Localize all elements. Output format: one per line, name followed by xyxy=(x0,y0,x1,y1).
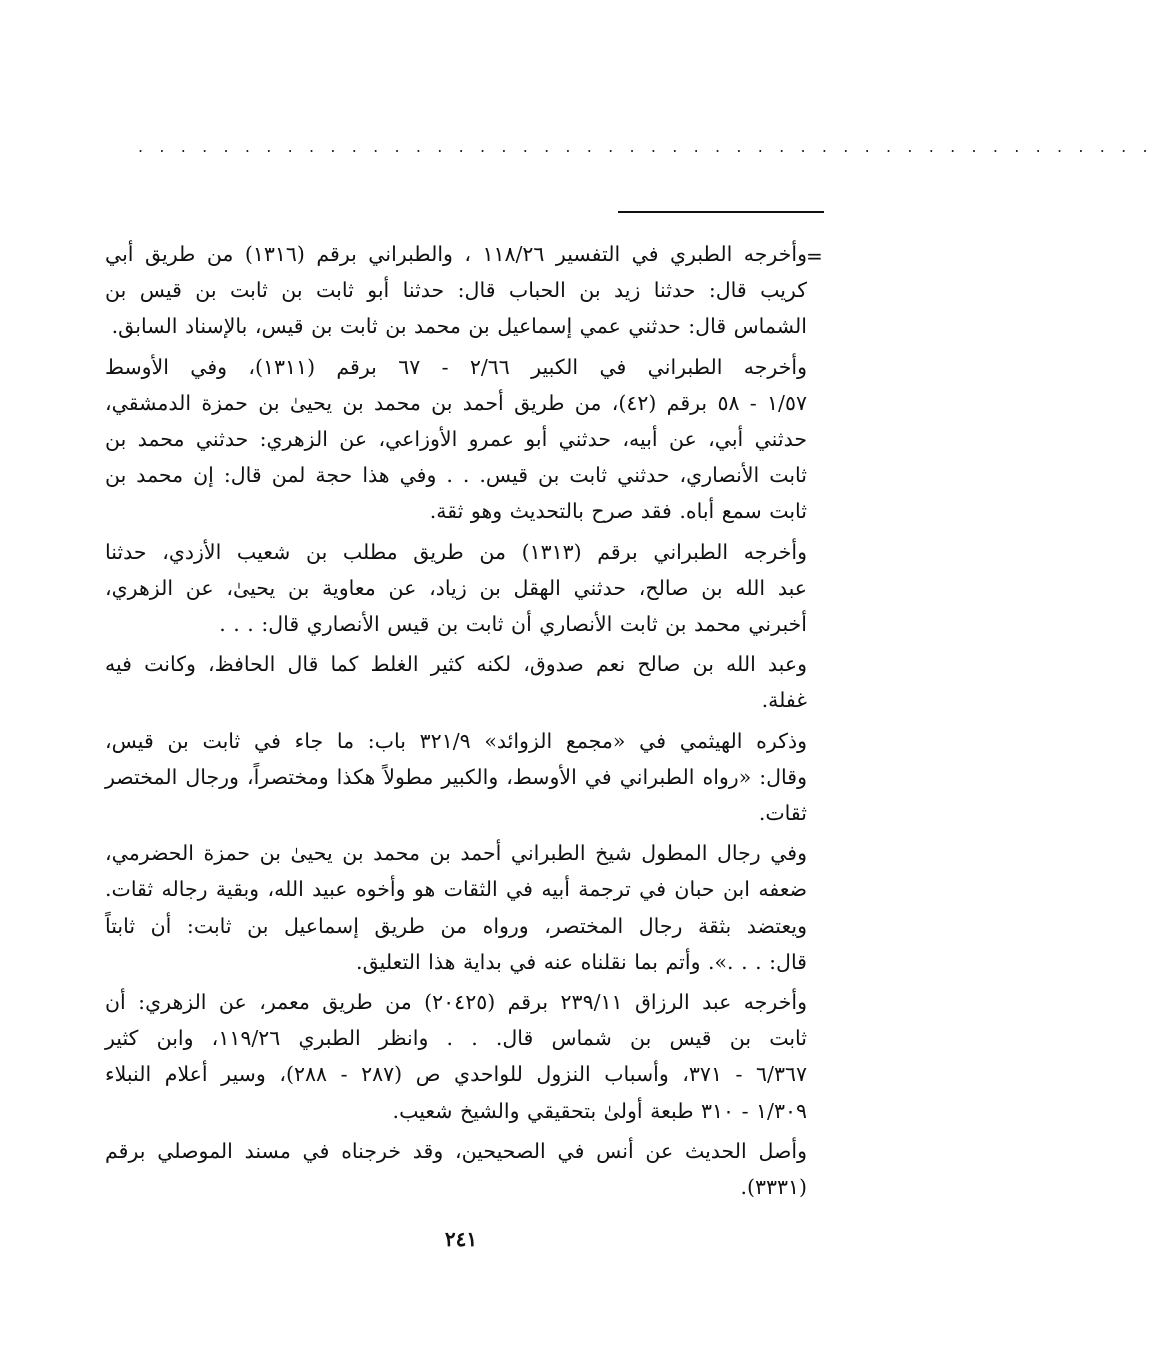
text-line: ١/٥٧ - ٥٨ برقم (٤٢)، من طريق أحمد بن محمد بن يحيىٰ بن حمزة الدمشقي، xyxy=(105,390,807,415)
footnote-paragraph xyxy=(105,1133,827,1205)
text-line: وأخرجه الطبري في التفسير ١١٨/٢٦ ، والطبراني برقم (١٣١٦) من طريق أبي xyxy=(105,242,807,266)
footnote-paragraph xyxy=(105,723,827,832)
footnote-paragraph xyxy=(105,646,827,718)
text-line: عبد الله بن صالح، حدثني الهقل بن زياد، عن معاوية بن يحيىٰ، عن الزهري، xyxy=(105,575,807,600)
continuation-mark: = xyxy=(806,244,823,268)
text-line: كريب قال: حدثنا زيد بن الحباب قال: حدثنا أبو ثابت بن ثابت بن قيس بن xyxy=(105,278,807,303)
text-line: وأخرجه الطبراني في الكبير ٢/٦٦ - ٦٧ برقم (١٣١١)، وفي الأوسط xyxy=(105,354,807,379)
page-number: ٢٤١ xyxy=(444,1227,478,1251)
text-line: ١/٣٠٩ - ٣١٠ طبعة أولىٰ بتحقيقي والشيخ شعيب. xyxy=(392,1098,807,1123)
text-line: وأخرجه الطبراني برقم (١٣١٣) من طريق مطلب بن شعيب الأزدي، حدثنا xyxy=(105,539,807,564)
text-line: ثابت سمع أباه. فقد صرح بالتحديث وهو ثقة. xyxy=(429,499,807,524)
text-line: وأصل الحديث عن أنس في الصحيحين، وقد خرجناه في مسند الموصلي برقم xyxy=(105,1138,807,1163)
footnote-paragraph xyxy=(105,984,827,1129)
dotted-separator: . . . . . . . . . . . . . . . . . . . . . . . . . . . . . . . . . . . . . . . . . . . . . . . . xyxy=(138,137,1153,156)
text-line: ثابت الأنصاري، حدثني ثابت بن قيس. . . وفي هذا حجة لمن قال: إن محمد بن xyxy=(105,463,807,488)
text-line: وفي رجال المطول شيخ الطبراني أحمد بن محمد بن يحيىٰ بن حمزة الحضرمي، xyxy=(105,841,807,866)
text-line: غفلة. xyxy=(761,688,807,713)
text-line: (٣٣٣١). xyxy=(740,1175,807,1200)
text-line: وذكره الهيثمي في «مجمع الزوائد» ٣٢١/٩ باب: ما جاء في ثابت بن قيس، xyxy=(105,728,807,753)
text-line: ثابت بن قيس بن شماس قال. . . وانظر الطبري ١١٩/٢٦، وابن كثير xyxy=(105,1026,808,1051)
footnote-rule xyxy=(618,211,824,213)
text-line: ويعتضد بثقة رجال المختصر، ورواه من طريق إسماعيل بن ثابت: أن ثابتاً xyxy=(105,913,807,938)
text-line: ٦/٣٦٧ - ٣٧١، وأسباب النزول للواحدي ص (٢٨٧ - ٢٨٨)، وسير أعلام النبلاء xyxy=(105,1062,807,1087)
text-line: وعبد الله بن صالح نعم صدوق، لكنه كثير الغلط كما قال الحافظ، وكانت فيه xyxy=(105,652,807,677)
footnote-paragraph xyxy=(105,534,827,643)
footnote-paragraph xyxy=(105,236,827,345)
text-line: وأخرجه عبد الرزاق ٢٣٩/١١ برقم (٢٠٤٢٥) من طريق معمر، عن الزهري: أن xyxy=(105,990,807,1015)
text-line: حدثني أبي، عن أبيه، حدثني أبو عمرو الأوزاعي، عن الزهري: حدثني محمد بن xyxy=(105,427,807,452)
text-line: ثقات. xyxy=(758,801,807,826)
text-line: ضعفه ابن حبان في ترجمة أبيه في الثقات هو وأخوه عبيد الله، وبقية رجاله ثقات. xyxy=(105,877,807,902)
text-line: الشماس قال: حدثني عمي إسماعيل بن محمد بن ثابت بن قيس، بالإسناد السابق. xyxy=(111,314,807,339)
text-line: وقال: «رواه الطبراني في الأوسط، والكبير مطولاً هكذا ومختصراً، ورجال المختصر xyxy=(105,764,807,789)
text-line: قال: . . .». وأتم بما نقلناه عنه في بداية هذا التعليق. xyxy=(356,949,807,974)
footnotes xyxy=(105,236,827,1209)
text-line: أخبرني محمد بن ثابت الأنصاري أن ثابت بن قيس الأنصاري قال: . . . xyxy=(219,612,807,637)
footnote-paragraph xyxy=(105,349,827,530)
footnote-paragraph xyxy=(105,835,827,980)
